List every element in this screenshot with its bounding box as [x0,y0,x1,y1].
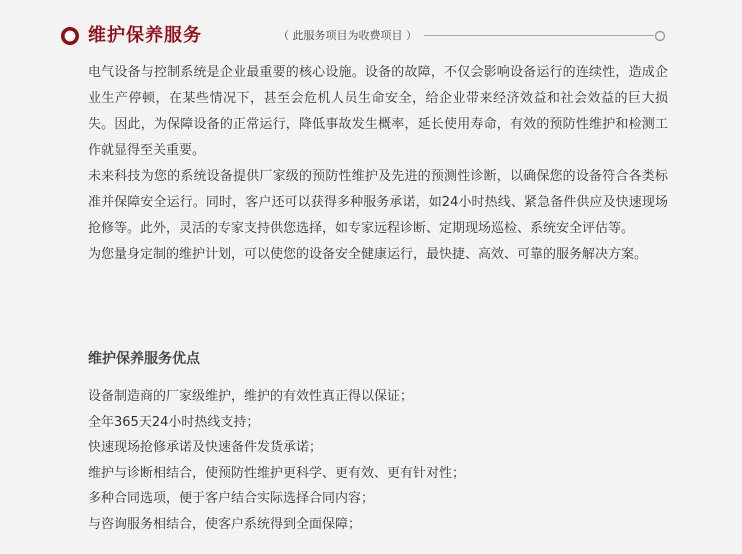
page-title: 维护保养服务 [88,25,202,46]
circle-end-icon [654,30,666,42]
list-item: 与咨询服务相结合，使客户系统得到全面保障； [88,516,362,532]
list-item: 维护与诊断相结合，使预防性维护更科学、更有效、更有针对性； [88,465,466,481]
intro-paragraph-3: 为您量身定制的维护计划，可以使您的设备安全健康运行，最快捷、高效、可靠的服务解决方案。 [88,247,648,262]
list-item: 设备制造商的厂家级维护，维护的有效性真正得以保证； [88,389,414,404]
ring-icon [60,26,80,46]
page-header [60,24,668,48]
advantages-list [88,384,668,537]
list-item: 快速现场抢修承诺及快速备件发货承诺； [88,440,323,455]
intro-paragraph-1: 电气设备与控制系统是企业最重要的核心设施。设备的故障，不仅会影响设备运行的连续性，造成企业生产停顿，在某些情况下，甚至会危机人员生命安全，给企业带来经济效益和社会效益的巨大损失。因此，为保障设备的正常运行，降低事故发生概率，延长使用寿命，有效的预防性维护和检测工作就显得至关重要。 [88,65,668,158]
list-item: 多种合同选项，便于客户结合实际选择合同内容； [88,491,375,506]
fee-note: （ 此服务项目为收费项目 ） [278,29,417,42]
intro-paragraph-2: 未来科技为您的系统设备提供厂家级的预防性维护及先进的预测性诊断，以确保您的设备符合各类标准并保障安全运行。同时，客户还可以获得多种服务承诺，如24小时热线、紧急备件供应及快速现场抢修等。此外，灵活的专家支持供您选择，如专家远程诊断、定期现场巡检、系统安全评估等。 [88,169,668,236]
header-divider [424,35,654,36]
intro-section [88,60,668,268]
advantages-title: 维护保养服务优点 [88,351,200,367]
list-item: 全年365天24小时热线支持； [88,414,260,430]
